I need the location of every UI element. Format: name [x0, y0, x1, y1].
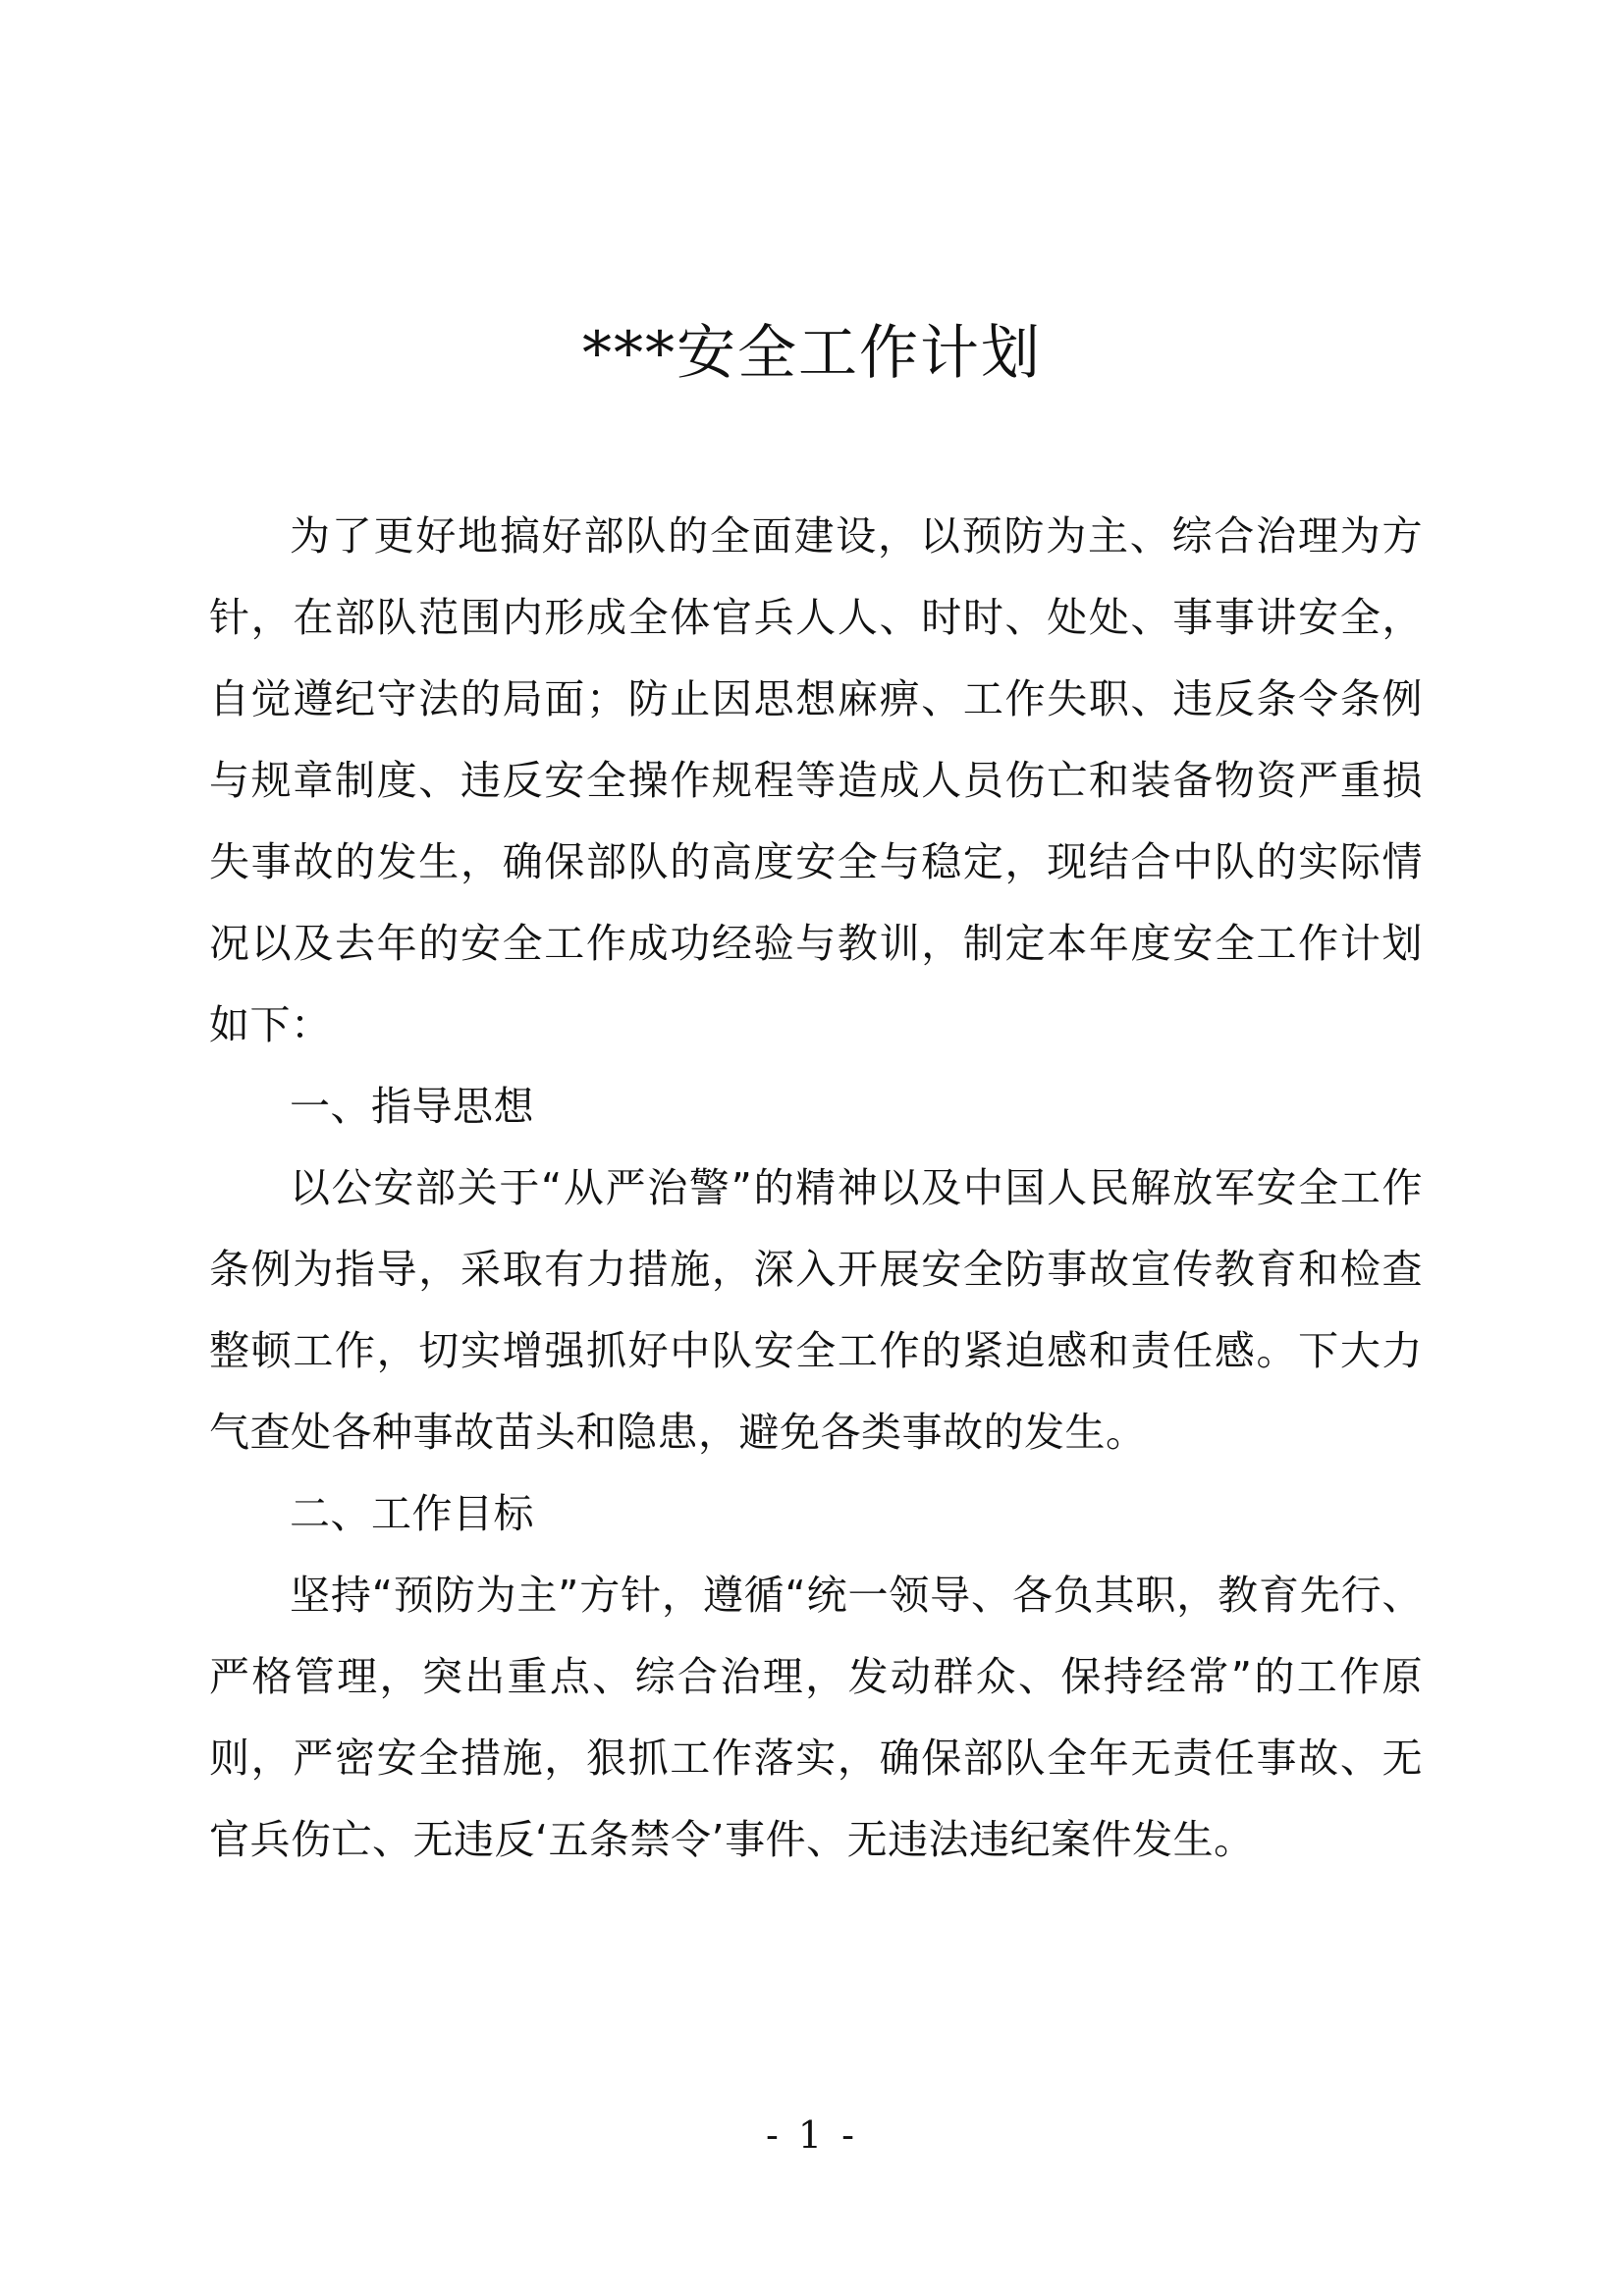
- document-body: [209, 496, 1423, 1881]
- intro-paragraph: 为了更好地搞好部队的全面建设，以预防为主、综合治理为方针，在部队范围内形成全体官兵人人、时时、处处、事事讲安全，自觉遵纪守法的局面；防止因思想麻痹、工作失职、违反条令条例与规章制度、违反安全操作规程等造成人员伤亡和装备物资严重损失事故的发生，确保部队的高度安全与稳定，现结合中队的实际情况以及去年的安全工作成功经验与教训，制定本年度安全工作计划如下：: [209, 512, 1423, 1048]
- page-number: - 1 -: [765, 2113, 858, 2157]
- section-heading-work-goals: 二、工作目标: [290, 1490, 534, 1537]
- work-goals-paragraph: 坚持“预防为主”方针，遵循“统一领导、各负其职，教育先行、严格管理，突出重点、综合治理，发动群众、保持经常”的工作原则，严密安全措施，狠抓工作落实，确保部队全年无责任事故、无官兵伤亡、无违反‘五条禁令’事件、无违法违纪案件发生。: [209, 1572, 1423, 1863]
- section-heading-guiding-ideology: 一、指导思想: [290, 1083, 534, 1130]
- document-title: ***安全工作计划: [582, 319, 1042, 388]
- guiding-ideology-paragraph: 以公安部关于“从严治警”的精神以及中国人民解放军安全工作条例为指导，采取有力措施，深入开展安全防事故宣传教育和检查整顿工作，切实增强抓好中队安全工作的紧迫感和责任感。下大力气查处各种事故苗头和隐患，避免各类事故的发生。: [209, 1164, 1423, 1456]
